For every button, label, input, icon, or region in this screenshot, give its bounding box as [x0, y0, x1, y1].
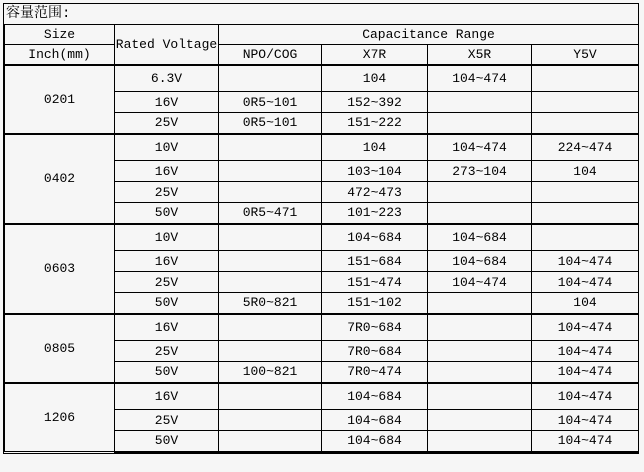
x5r-cell — [428, 410, 532, 431]
x5r-cell: 104~684 — [428, 224, 532, 251]
npo-cog-cell — [219, 410, 322, 431]
voltage-cell: 16V — [115, 161, 219, 182]
npo-cog-cell — [219, 431, 322, 452]
capacitance-range-table — [4, 24, 639, 453]
table-body — [5, 65, 639, 452]
x5r-cell: 273~104 — [428, 161, 532, 182]
x5r-cell — [428, 314, 532, 341]
x5r-cell — [428, 182, 532, 203]
npo-cog-cell — [219, 182, 322, 203]
voltage-cell: 25V — [115, 113, 219, 134]
size-cell: 0201 — [5, 65, 115, 134]
y5v-cell: 104~474 — [532, 272, 639, 293]
x7r-cell: 151~222 — [322, 113, 428, 134]
npo-cog-cell: 0R5~101 — [219, 92, 322, 113]
voltage-cell: 25V — [115, 341, 219, 362]
npo-cog-cell — [219, 161, 322, 182]
size-cell: 1206 — [5, 383, 115, 452]
npo-cog-cell: 0R5~471 — [219, 203, 322, 224]
y5v-cell — [532, 92, 639, 113]
y5v-cell: 104 — [532, 293, 639, 314]
x7r-cell: 7R0~474 — [322, 362, 428, 383]
x5r-cell — [428, 113, 532, 134]
x7r-cell: 151~474 — [322, 272, 428, 293]
npo-cog-cell — [219, 134, 322, 161]
voltage-cell: 50V — [115, 293, 219, 314]
voltage-cell: 16V — [115, 383, 219, 410]
y5v-cell: 104~474 — [532, 383, 639, 410]
col-header-x5r: X5R — [428, 45, 532, 65]
x7r-cell: 472~473 — [322, 182, 428, 203]
voltage-cell: 25V — [115, 272, 219, 293]
header-row-sub — [5, 45, 639, 65]
x5r-cell — [428, 362, 532, 383]
npo-cog-cell: 0R5~101 — [219, 113, 322, 134]
page-title: 容量范围: — [6, 6, 71, 22]
x7r-cell: 104 — [322, 134, 428, 161]
x7r-cell: 151~684 — [322, 251, 428, 272]
voltage-cell: 6.3V — [115, 65, 219, 92]
voltage-cell: 10V — [115, 134, 219, 161]
voltage-cell: 16V — [115, 251, 219, 272]
voltage-cell: 16V — [115, 92, 219, 113]
x7r-cell: 104~684 — [322, 383, 428, 410]
x7r-cell: 103~104 — [322, 161, 428, 182]
x7r-cell: 151~102 — [322, 293, 428, 314]
npo-cog-cell — [219, 314, 322, 341]
col-header-capacitance-range: Capacitance Range — [219, 25, 639, 45]
x7r-cell: 7R0~684 — [322, 341, 428, 362]
npo-cog-cell — [219, 65, 322, 92]
col-header-size: Size — [5, 25, 115, 45]
x5r-cell — [428, 431, 532, 452]
y5v-cell: 104~474 — [532, 431, 639, 452]
x5r-cell: 104~474 — [428, 134, 532, 161]
col-header-npo-cog: NPO/COG — [219, 45, 322, 65]
x5r-cell — [428, 383, 532, 410]
npo-cog-cell — [219, 272, 322, 293]
y5v-cell: 104~474 — [532, 362, 639, 383]
table-row — [5, 65, 639, 92]
x5r-cell — [428, 293, 532, 314]
y5v-cell: 104 — [532, 161, 639, 182]
col-header-y5v: Y5V — [532, 45, 639, 65]
voltage-cell: 10V — [115, 224, 219, 251]
x7r-cell: 7R0~684 — [322, 314, 428, 341]
y5v-cell: 104~474 — [532, 314, 639, 341]
npo-cog-cell: 100~821 — [219, 362, 322, 383]
table-row — [5, 134, 639, 161]
y5v-cell — [532, 65, 639, 92]
x7r-cell: 104~684 — [322, 224, 428, 251]
y5v-cell — [532, 182, 639, 203]
x7r-cell: 104~684 — [322, 410, 428, 431]
x7r-cell: 101~223 — [322, 203, 428, 224]
col-header-inch-mm: Inch(mm) — [5, 45, 115, 65]
table-row — [5, 224, 639, 251]
npo-cog-cell: 5R0~821 — [219, 293, 322, 314]
col-header-x7r: X7R — [322, 45, 428, 65]
y5v-cell: 104~474 — [532, 341, 639, 362]
voltage-cell: 50V — [115, 362, 219, 383]
y5v-cell — [532, 224, 639, 251]
npo-cog-cell — [219, 341, 322, 362]
header-row-top — [5, 25, 639, 45]
y5v-cell: 224~474 — [532, 134, 639, 161]
x5r-cell: 104~684 — [428, 251, 532, 272]
table-row — [5, 383, 639, 410]
x7r-cell: 152~392 — [322, 92, 428, 113]
y5v-cell — [532, 203, 639, 224]
x5r-cell — [428, 203, 532, 224]
voltage-cell: 16V — [115, 314, 219, 341]
x5r-cell: 104~474 — [428, 272, 532, 293]
y5v-cell: 104~474 — [532, 251, 639, 272]
npo-cog-cell — [219, 251, 322, 272]
x7r-cell: 104 — [322, 65, 428, 92]
table-row — [5, 314, 639, 341]
npo-cog-cell — [219, 383, 322, 410]
x5r-cell — [428, 92, 532, 113]
size-cell: 0603 — [5, 224, 115, 314]
capacitance-spec-panel — [3, 3, 639, 454]
x5r-cell — [428, 341, 532, 362]
voltage-cell: 50V — [115, 431, 219, 452]
size-cell: 0805 — [5, 314, 115, 383]
x7r-cell: 104~684 — [322, 431, 428, 452]
y5v-cell: 104~474 — [532, 410, 639, 431]
voltage-cell: 25V — [115, 410, 219, 431]
npo-cog-cell — [219, 224, 322, 251]
size-cell: 0402 — [5, 134, 115, 224]
voltage-cell: 25V — [115, 182, 219, 203]
y5v-cell — [532, 113, 639, 134]
voltage-cell: 50V — [115, 203, 219, 224]
x5r-cell: 104~474 — [428, 65, 532, 92]
col-header-rated-voltage: Rated Voltage — [115, 25, 219, 65]
